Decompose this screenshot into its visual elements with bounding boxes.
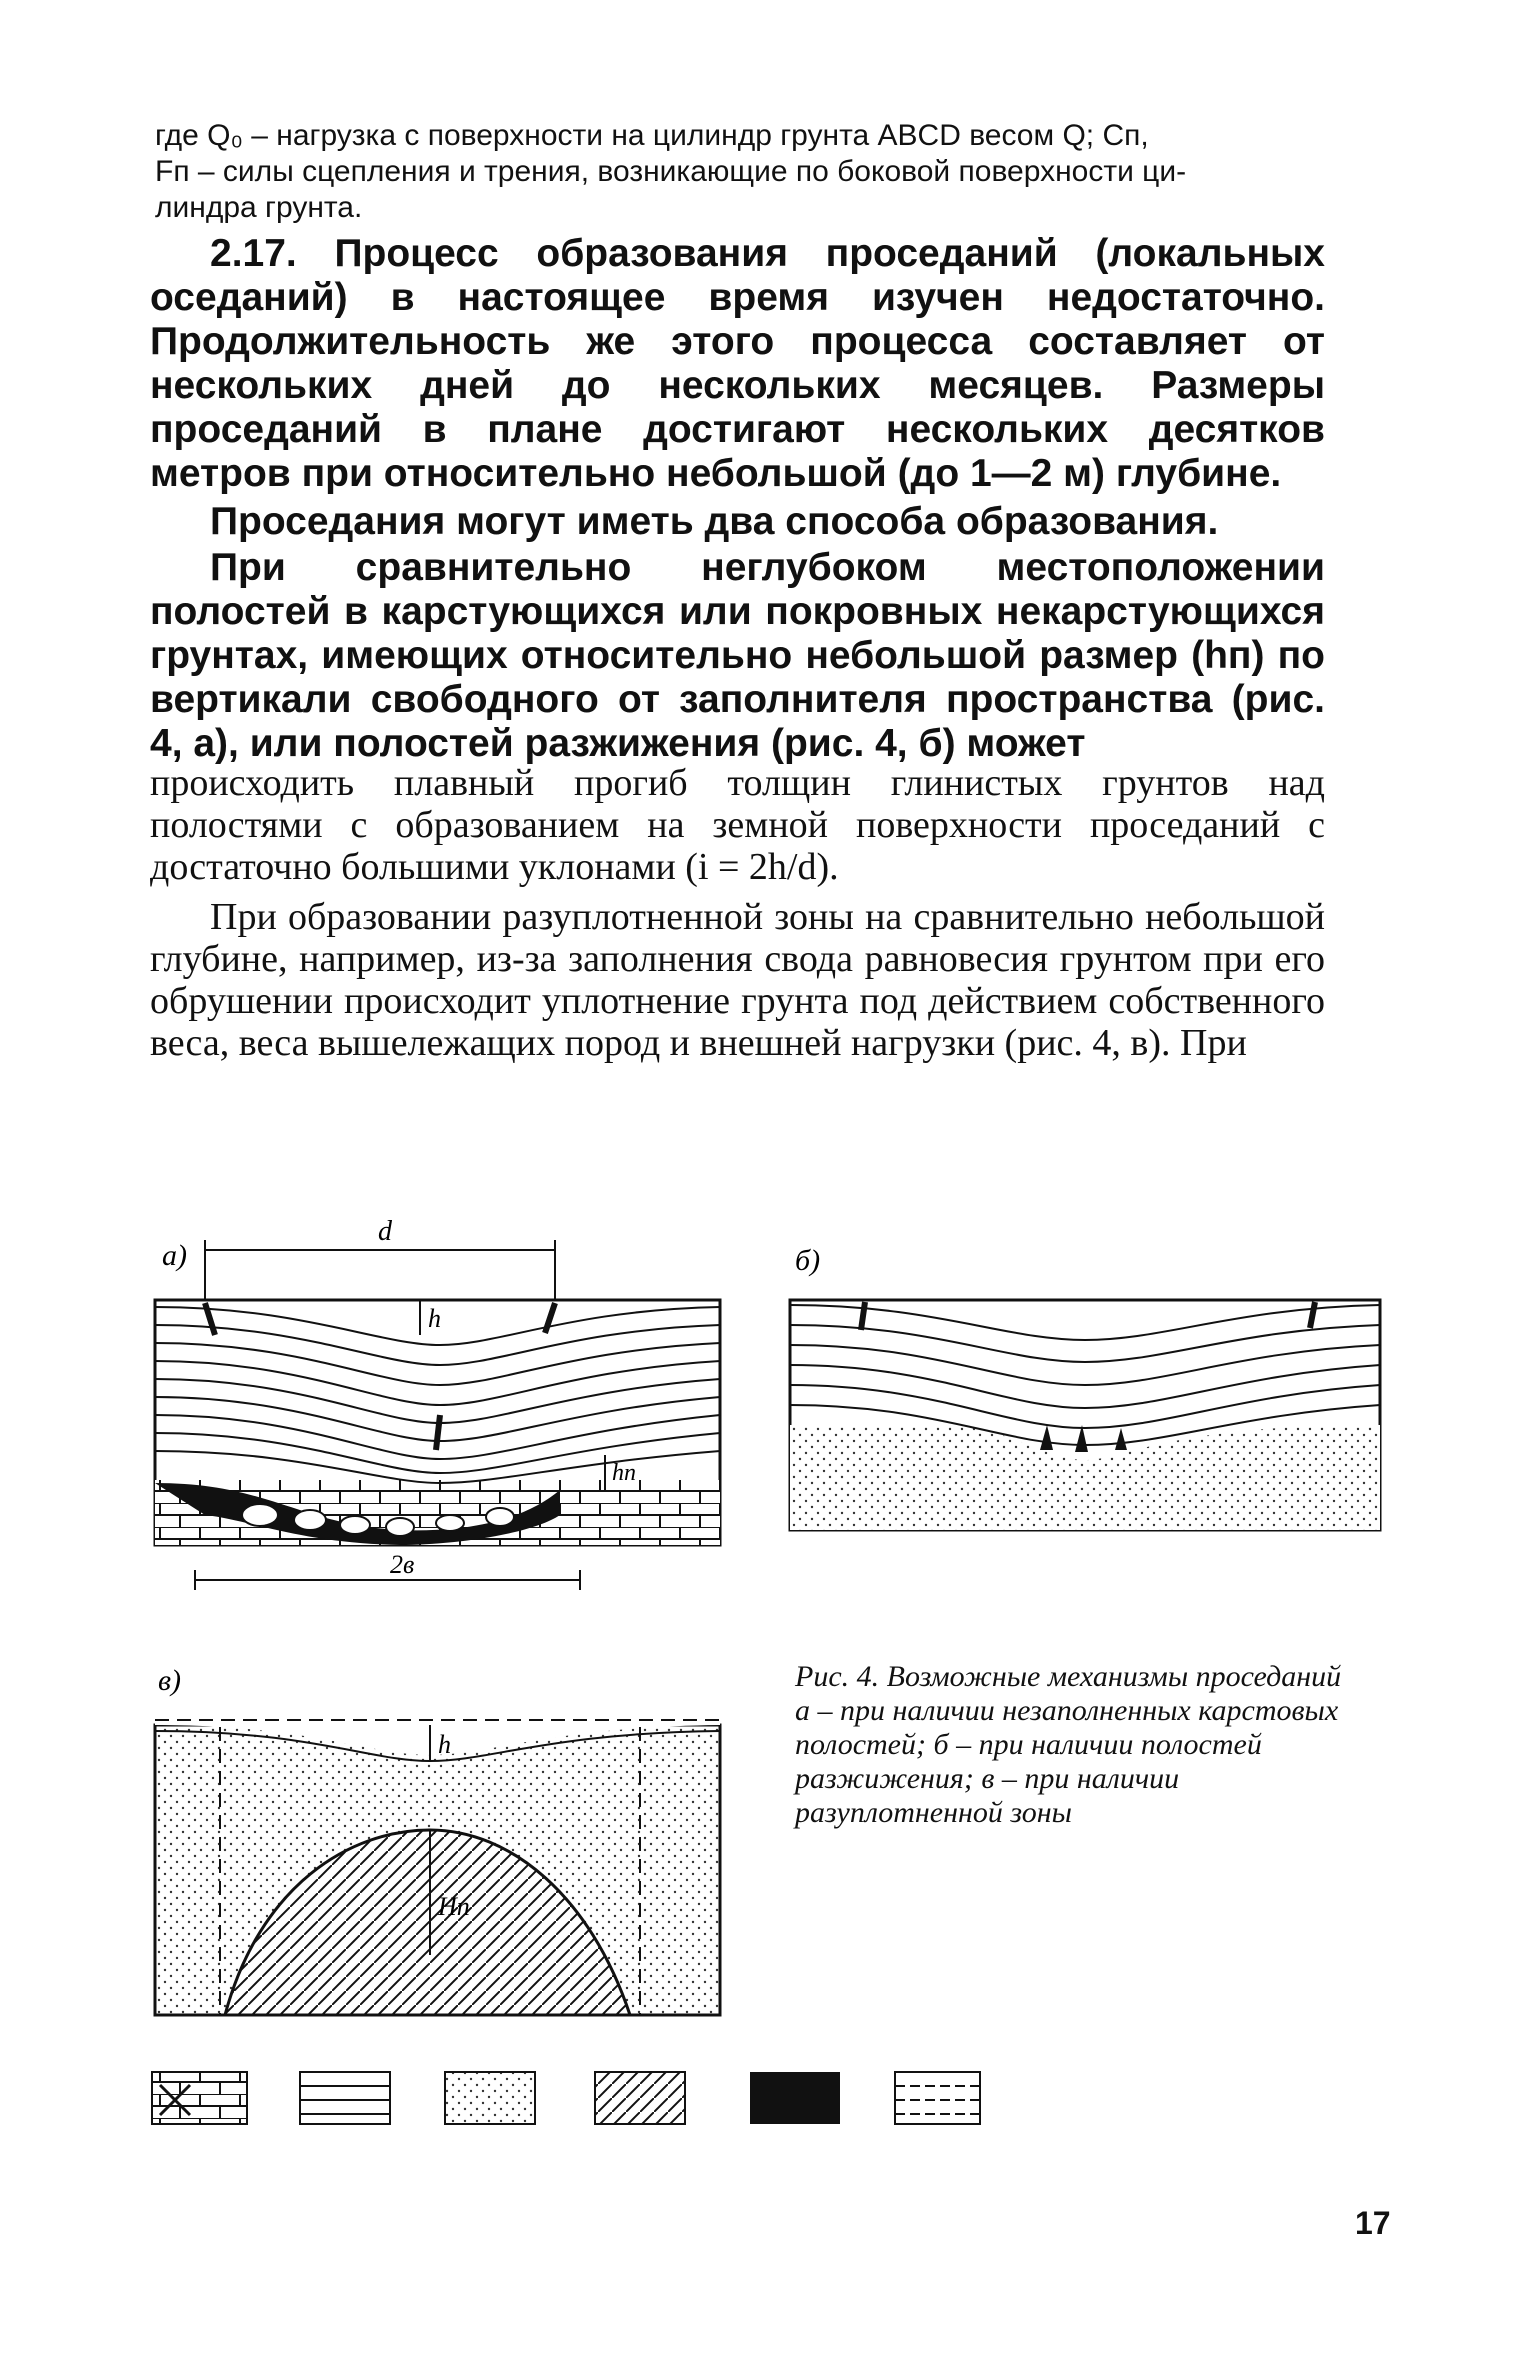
footnote-line-2: Fп – силы сцепления и трения, возникающие по боковой поверхности ци- [155,155,1187,188]
label-h-v: h [438,1730,451,1759]
label-hn: hп [612,1460,636,1486]
figure-legend [150,2070,1010,2130]
caption-title: Рис. 4. Возможные механизмы проседаний [795,1660,1342,1693]
legend-sand [445,2072,535,2124]
footnote-line-1: где Q₀ – нагрузка с поверхности на цилиндр грунта ABCD весом Q; Cп, [155,119,1149,152]
page-number: 17 [1355,2205,1391,2241]
paragraph-decompacted-zone: При образовании разуплотненной зоны на сравнительно небольшой глубине, например, из-за заполнения свода равновесия грунтом при его обрушении происходит уплотнение грунта под действием собственного веса, веса вышележащих пород и внешней нагрузки (рис. 4, в). При [150,896,1325,1064]
paragraph-two-ways: Проседания могут иметь два способа образования. [210,500,1219,543]
legend-clay [300,2072,390,2124]
figure-v-decompacted-zone [150,1655,730,2025]
figure-a-karst-cavity [150,1215,730,1620]
figure-caption [795,1660,1350,1830]
paragraph-2-17: 2.17. Процесс образования проседаний (локальных оседаний) в настоящее время изучен недостаточно. Продолжительность же этого процесса составляет от нескольких дней до нескольких месяцев. Размеры проседаний в плане достигают нескольких десятков метров при относительно небольшой (до 1—2 м) глубине. [150,232,1325,495]
legend-limestone [152,2072,247,2124]
label-2b: 2в [390,1550,415,1579]
label-Hn: Hп [438,1892,470,1921]
label-d: d [378,1216,392,1247]
legend-loose-zone [595,2072,685,2124]
formula-footnote [155,118,1355,226]
label-b: б) [795,1244,821,1277]
label-a: а) [162,1239,187,1272]
figure-a-box [155,1300,720,1545]
paragraph-shallow-cavities-cont: происходить плавный прогиб толщин глинистых грунтов над полостями с образованием на земной поверхности проседаний с достаточно большими уклонами (i = 2h/d). [150,762,1325,888]
caption-text: а – при наличии незаполненных карстовых полостей; б – при наличии полостей разжижения; в – при наличии разуплотненной зоны [795,1694,1339,1829]
paragraph-shallow-cavities: При сравнительно неглубоком местоположении полостей в карстующихся или покровных некарстующихся грунтах, имеющих относительно небольшой размер (hп) по вертикали свободного от заполнителя пространства (рис. 4, а), или полостей разжижения (рис. 4, б) может [150,546,1325,765]
label-h: h [428,1304,441,1333]
figure-b-liquefaction-cavity [785,1240,1385,1600]
footnote-line-3: линдра грунта. [155,191,363,224]
legend-cavity [750,2072,840,2124]
label-v: в) [158,1664,182,1697]
dimension-d [205,1240,555,1300]
legend-liquefied-soil [895,2072,980,2124]
